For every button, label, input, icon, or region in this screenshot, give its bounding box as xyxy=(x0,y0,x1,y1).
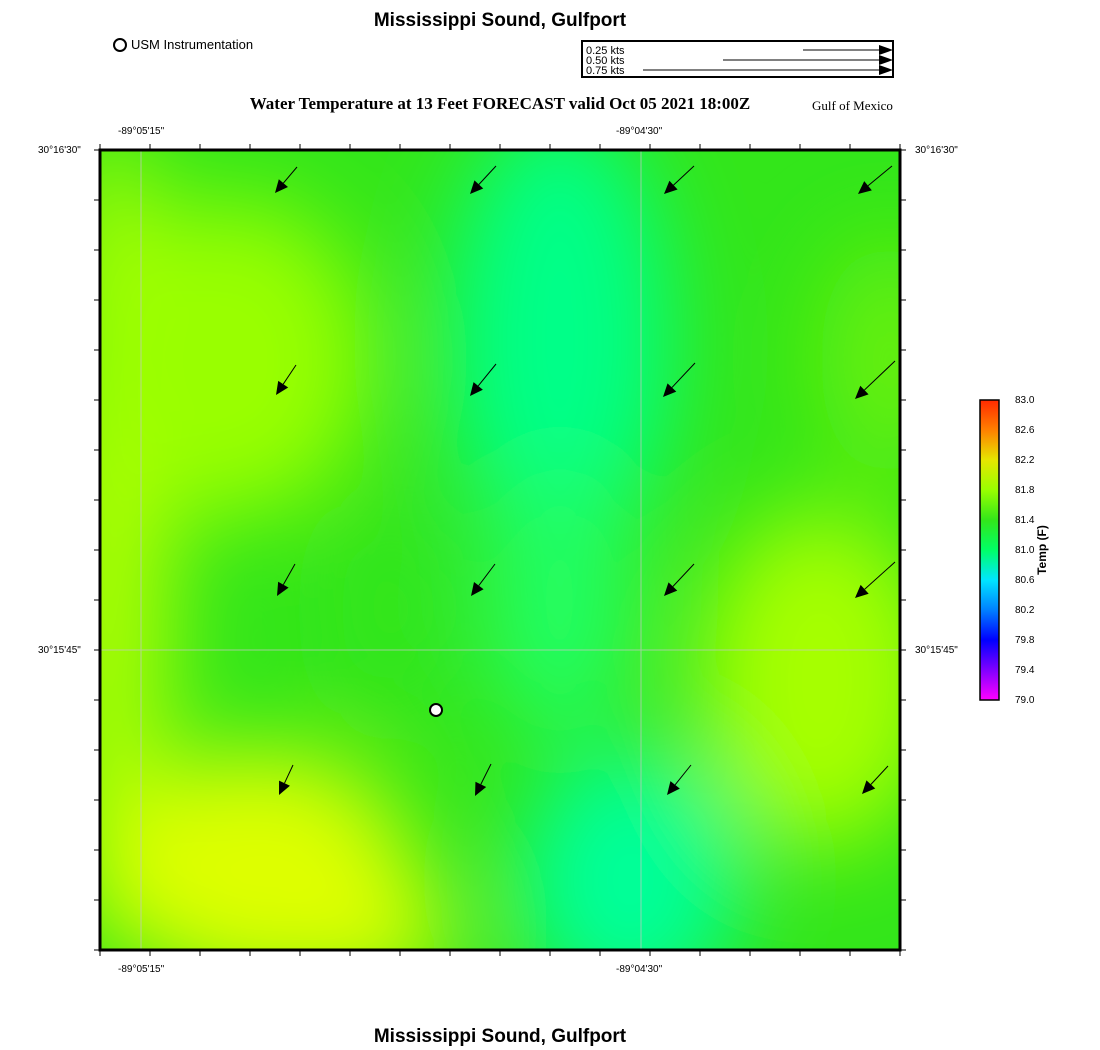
colorbar-tick: 80.2 xyxy=(1015,605,1035,616)
temperature-map[interactable] xyxy=(90,140,910,960)
scale-label-075: 0.75 kts xyxy=(586,65,625,77)
colorbar-scale xyxy=(980,400,999,700)
usm-station-marker[interactable] xyxy=(430,704,442,716)
lon-label-bottom-east: -89°04'30" xyxy=(616,964,663,975)
vector-scale-legend xyxy=(581,40,894,78)
lat-label-left-north: 30°16'30" xyxy=(38,145,81,156)
lon-label-top-east: -89°04'30" xyxy=(616,126,663,137)
colorbar-tick: 79.8 xyxy=(1015,635,1035,646)
colorbar-tick: 81.8 xyxy=(1015,485,1035,496)
colorbar-tick: 80.6 xyxy=(1015,575,1035,586)
station-legend-label: USM Instrumentation xyxy=(131,37,254,52)
scale-arrow-050 xyxy=(723,55,892,65)
region-label: Gulf of Mexico xyxy=(812,98,893,113)
colorbar-tick: 83.0 xyxy=(1015,395,1035,406)
colorbar-tick: 79.4 xyxy=(1015,665,1035,676)
colorbar-tick: 79.0 xyxy=(1015,695,1035,706)
colorbar-tick: 81.4 xyxy=(1015,515,1035,526)
station-marker-icon xyxy=(113,38,127,52)
colorbar-tick: 82.6 xyxy=(1015,425,1035,436)
colorbar-tick: 81.0 xyxy=(1015,545,1035,556)
station-legend xyxy=(113,37,253,52)
colorbar-title: Temp (F) xyxy=(1035,525,1049,575)
temperature-field xyxy=(90,140,910,960)
scale-label-050: 0.50 kts xyxy=(586,55,625,67)
scale-arrow-075 xyxy=(643,65,892,75)
lat-label-right-south: 30°15'45" xyxy=(915,645,958,656)
page-title: Mississippi Sound, Gulfport xyxy=(373,10,627,31)
map-title: Water Temperature at 13 Feet FORECAST valid Oct 05 2021 18:00Z xyxy=(249,94,751,113)
footer-title: Mississippi Sound, Gulfport xyxy=(373,1026,627,1047)
lat-label-left-south: 30°15'45" xyxy=(38,645,81,656)
scale-arrows xyxy=(583,42,892,76)
lon-label-bottom-west: -89°05'15" xyxy=(118,964,165,975)
colorbar xyxy=(975,395,1015,707)
lat-label-right-north: 30°16'30" xyxy=(915,145,958,156)
colorbar-tick: 82.2 xyxy=(1015,455,1035,466)
lon-label-top-west: -89°05'15" xyxy=(118,126,165,137)
scale-arrow-025 xyxy=(803,45,892,55)
scale-label-025: 0.25 kts xyxy=(586,45,625,57)
